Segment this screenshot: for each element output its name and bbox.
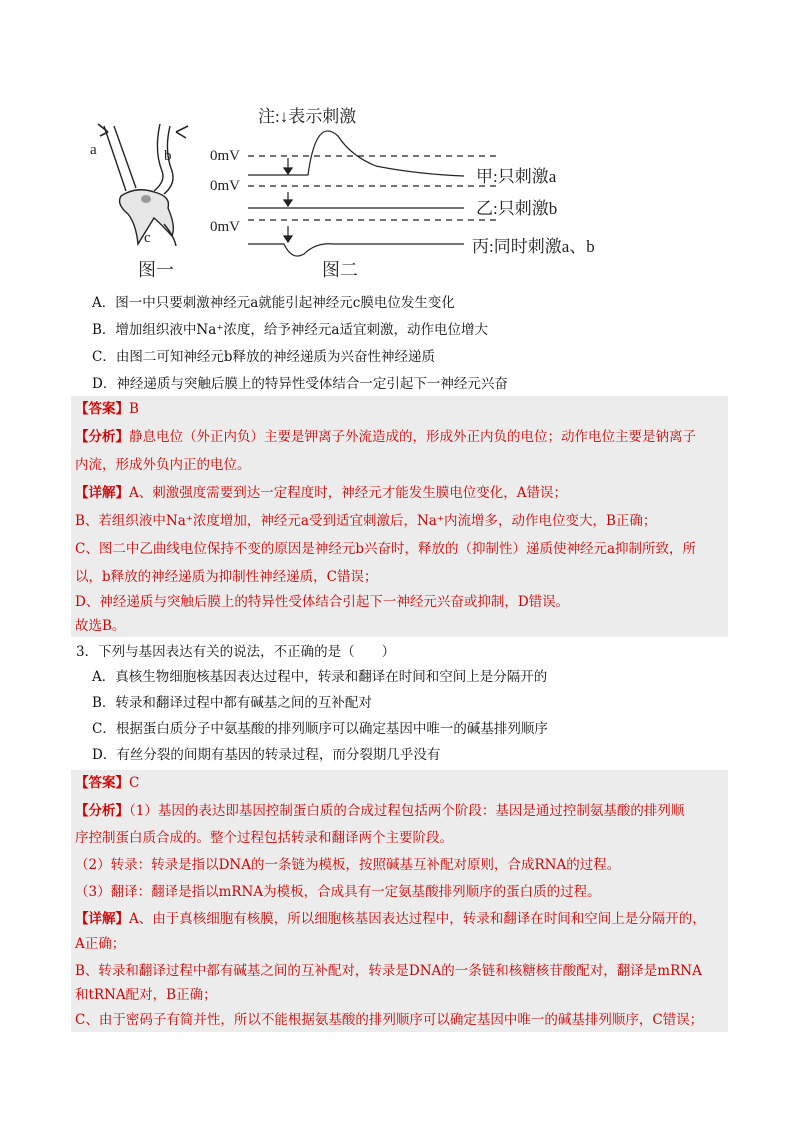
q3-option-d: D．有丝分裂的间期有基因的转录过程，而分裂期几乎没有 [92,747,441,763]
figure-note: 注:↓表示刺激 [258,107,357,126]
q2-detail-c2: 以，b释放的神经递质为抑制性神经递质，C错误； [75,569,378,585]
q2-option-d: D．神经递质与突触后膜上的特异性受体结合一定引起下一神经元兴奋 [92,376,508,392]
stimulus-arrows [284,158,292,242]
q2-answer-line [75,398,139,420]
q3-option-b: B．转录和翻译过程中都有碱基之间的互补配对 [92,695,372,711]
detail-text: A、刺激强度需要到达一定程度时，神经元才能发生膜电位变化，A错误； [129,485,567,501]
q3-answer-line [75,772,139,794]
neuron-diagram [98,124,188,246]
answer-value: C [129,775,140,791]
answer-value: B [129,401,139,417]
q3-detail-a2: A正确； [75,936,126,952]
analysis-text: （1）基因的表达即基因控制蛋白质的合成过程包括两个阶段：基因是通过控制氨基酸的排列顺 [129,803,685,819]
q3-stem: 3．下列与基因表达有关的说法，不正确的是（ ） [76,644,396,660]
q3-detail-b1: B、转录和翻译过程中都有碱基之间的互补配对，转录是DNA的一条链和核糖核苷酸配对，翻译是mRNA [75,963,702,979]
figure-svg [76,96,626,290]
figure2-label: 图二 [322,260,358,280]
q2-answer-block [71,396,728,637]
trace-jia-label: 甲:只刺激a [476,167,557,186]
q3-analysis-line-2: 序控制蛋白质合成的。整个过程包括转录和翻译两个主要阶段。 [75,830,453,846]
neuron-figure [76,96,626,290]
detail-tag: 【详解】 [75,911,129,927]
q2-conclusion: 故选B。 [75,618,126,634]
q2-option-c: C．由图二可知神经元b释放的神经递质为兴奋性神经递质 [92,349,435,365]
q3-analysis-line-4: （3）翻译：翻译是指以mRNA为模板，合成具有一定氨基酸排列顺序的蛋白质的过程。 [75,884,601,900]
q2-detail-b: B、若组织液中Na⁺浓度增加，神经元a受到适宜刺激后，Na⁺内流增多，动作电位变大，B正确； [75,513,657,529]
detail-text: A、由于真核细胞有核膜，所以细胞核基因表达过程中，转录和翻译在时间和空间上是分隔开的， [129,911,706,927]
q2-analysis-line-2: 内流，形成外负内正的电位。 [75,457,251,473]
neuron-c-label: c [144,230,151,246]
analysis-tag: 【分析】 [75,803,129,819]
q2-detail-a [75,482,567,504]
neuron-b-label: b [164,148,172,164]
q2-detail-c1: C、图二中乙曲线电位保持不变的原因是神经元b兴奋时，释放的（抑制性）递质使神经元a抑制所致，所 [75,541,697,557]
q2-option-b: B．增加组织液中Na⁺浓度，给予神经元a适宜刺激，动作电位增大 [92,322,488,338]
zero-mv-label-2: 0mV [210,178,240,194]
trace-yi-label: 乙:只刺激b [476,199,558,218]
detail-tag: 【详解】 [75,485,129,501]
analysis-text: 静息电位（外正内负）主要是钾离子外流造成的，形成外正内负的电位；动作电位主要是钠离子 [129,429,696,445]
q3-analysis-line-3: （2）转录：转录是指以DNA的一条链为模板，按照碱基互补配对原则，合成RNA的过程。 [75,857,621,873]
q2-option-a: A．图一中只要刺激神经元a就能引起神经元c膜电位发生变化 [92,295,455,311]
q3-answer-block [71,770,728,1032]
q3-option-a: A．真核生物细胞核基因表达过程中，转录和翻译在时间和空间上是分隔开的 [92,669,548,685]
q3-option-c: C．根据蛋白质分子中氨基酸的排列顺序可以确定基因中唯一的碱基排列顺序 [92,721,548,737]
neuron-a-label: a [90,142,97,158]
answer-tag: 【答案】 [75,401,129,417]
trace-bing-label: 丙:同时刺激a、b [472,237,595,256]
figure1-label: 图一 [138,260,174,280]
q3-analysis-line-1 [75,800,684,822]
q2-detail-d: D、神经递质与突触后膜上的特异性受体结合引起下一神经元兴奋或抑制，D错误。 [75,594,570,610]
q3-detail-c: C、由于密码子有简并性，所以不能根据氨基酸的排列顺序可以确定基因中唯一的碱基排列顺序，C错误； [75,1012,704,1028]
q2-analysis-line-1 [75,426,696,448]
answer-tag: 【答案】 [75,775,129,791]
analysis-tag: 【分析】 [75,429,129,445]
q3-detail-b2: 和tRNA配对，B正确； [75,987,217,1003]
zero-mv-label-3: 0mV [210,219,240,235]
zero-mv-label-1: 0mV [210,148,240,164]
q3-detail-a1 [75,908,706,930]
